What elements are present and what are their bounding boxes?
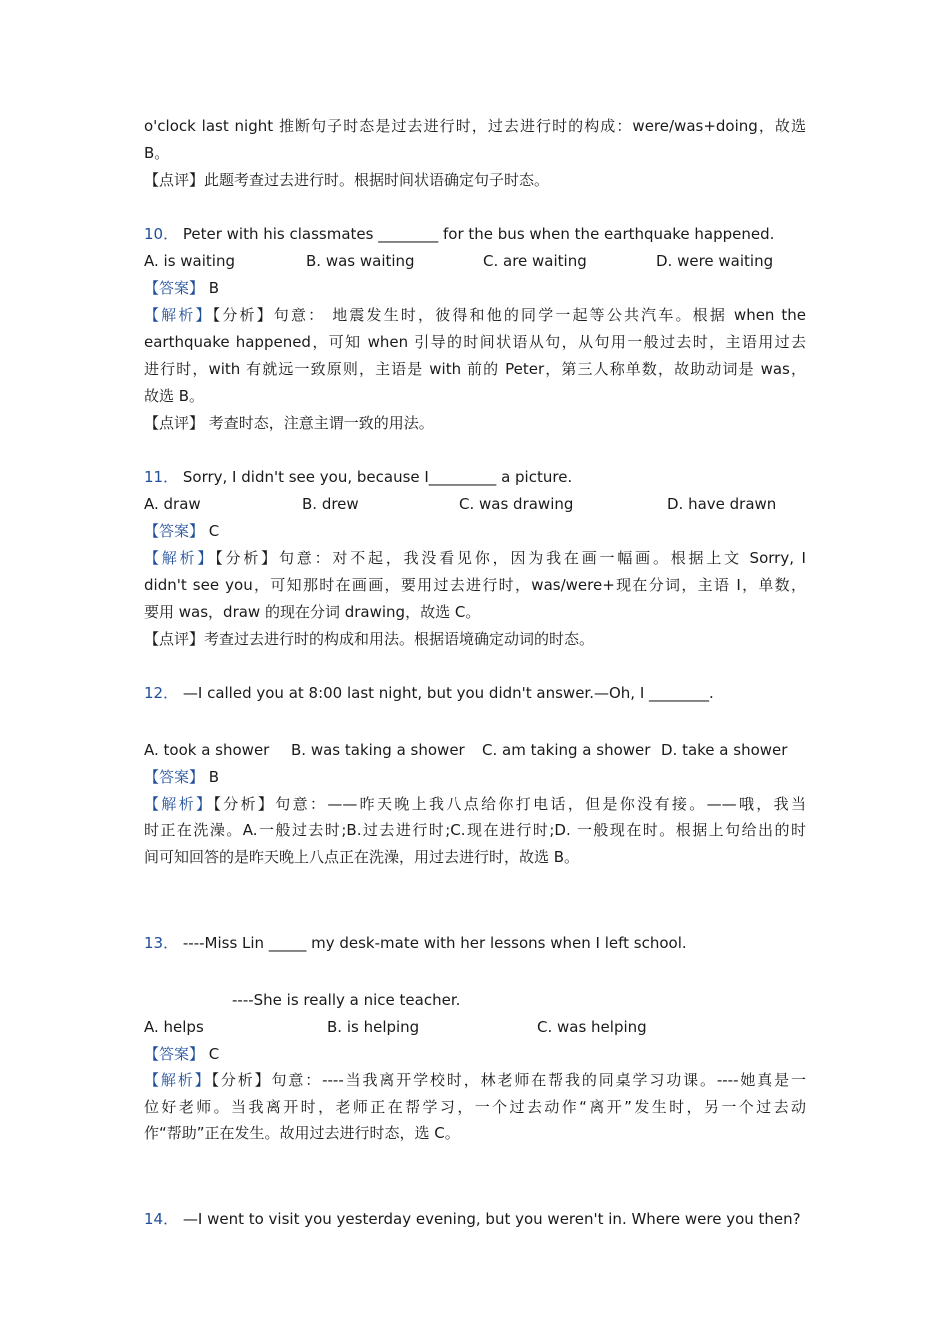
option-c: C. are waiting <box>483 252 587 270</box>
question-stem: Peter with his classmates ________ for the bus when the earthquake happened. <box>182 225 775 243</box>
analysis-line <box>144 1070 806 1090</box>
option-d: D. were waiting <box>656 252 774 270</box>
answer-tag: 【答案】 <box>144 768 205 786</box>
answer-tag: 【答案】 <box>144 279 205 297</box>
answer-line <box>144 1044 219 1064</box>
answer-line <box>144 521 219 541</box>
option-a: A. helps <box>144 1018 204 1036</box>
question-stem: Sorry, I didn't see you, because I_________ a picture. <box>182 468 573 486</box>
question-11 <box>144 467 572 487</box>
option-a: A. is waiting <box>144 252 235 270</box>
question-stem: —I called you at 8:00 last night, but you didn't answer.—Oh, I ________. <box>182 684 714 702</box>
question-stem-reply: ----She is really a nice teacher. <box>232 991 461 1009</box>
question-number: 13． <box>144 934 179 952</box>
text-line: B。 <box>144 144 170 162</box>
question-number: 11． <box>144 468 179 486</box>
analysis-text: 【分析】句意：----当我离开学校时，林老师在帮我的同桌学习功课。----她真是一 <box>211 1071 806 1089</box>
question-stem: ----Miss Lin _____ my desk-mate with her lessons when I left school. <box>182 934 687 952</box>
question-number: 12． <box>144 684 179 702</box>
analysis-line: didn't see you，可知那时在画画，要用过去进行时，was/were+现在分词，主语 I，单数， <box>144 576 806 594</box>
analysis-line: 故选 B。 <box>144 387 205 405</box>
analysis-text: 【分析】句意：——昨天晚上我八点给你打电话，但是你没有接。——哦，我当 <box>213 795 806 813</box>
option-b: B. is helping <box>327 1018 420 1036</box>
question-12 <box>144 683 714 703</box>
analysis-tag: 【解析】 <box>144 549 216 567</box>
analysis-line: 时正在洗澡。A.一般过去时;B.过去进行时;C.现在进行时;D. 一般现在时。根据上句给出的时 <box>144 821 806 839</box>
answer-value: C <box>208 522 220 540</box>
analysis-line <box>144 305 806 325</box>
option-b: B. was waiting <box>306 252 415 270</box>
analysis-tag: 【解析】 <box>144 795 214 813</box>
option-b: B. drew <box>302 495 359 513</box>
text-line: o'clock last night 推断句子时态是过去进行时，过去进行时的构成：were/was+doing，故选 <box>144 117 806 135</box>
answer-value: B <box>208 768 220 786</box>
question-number: 10． <box>144 225 179 243</box>
review-line: 【点评】考查过去进行时的构成和用法。根据语境确定动词的时态。 <box>144 630 595 648</box>
answer-value: C <box>208 1045 220 1063</box>
option-a: A. took a shower <box>144 741 270 759</box>
analysis-line: 作“帮助”正在发生。故用过去进行时态，选 C。 <box>144 1124 460 1142</box>
question-13 <box>144 933 687 953</box>
option-c: C. was helping <box>537 1018 647 1036</box>
analysis-line <box>144 548 806 568</box>
answer-line <box>144 278 219 298</box>
analysis-text: 【分析】句意： 地震发生时，彼得和他的同学一起等公共汽车。根据 when the <box>212 306 806 324</box>
review-line: 【点评】 考查时态，注意主谓一致的用法。 <box>144 414 434 432</box>
option-a: A. draw <box>144 495 201 513</box>
answer-tag: 【答案】 <box>144 1045 205 1063</box>
question-14 <box>144 1209 801 1229</box>
option-d: D. take a shower <box>661 741 788 759</box>
analysis-line: 进行时，with 有就远一致原则，主语是 with 前的 Peter，第三人称单数，故助动词是 was， <box>144 360 806 378</box>
option-b: B. was taking a shower <box>291 741 465 759</box>
analysis-text: 【分析】句意：对不起，我没看见你，因为我在画一幅画。根据上文 Sorry, I <box>215 549 806 567</box>
option-c: C. was drawing <box>459 495 574 513</box>
question-stem: —I went to visit you yesterday evening, but you weren't in. Where were you then? <box>182 1210 801 1228</box>
answer-value: B <box>208 279 220 297</box>
question-number: 14． <box>144 1210 179 1228</box>
analysis-tag: 【解析】 <box>144 1071 212 1089</box>
analysis-line: 要用 was，draw 的现在分词 drawing，故选 C。 <box>144 603 481 621</box>
answer-tag: 【答案】 <box>144 522 205 540</box>
analysis-line: earthquake happened，可知 when 引导的时间状语从句，从句用一般过去时，主语用过去 <box>144 333 806 351</box>
analysis-line: 位好老师。当我离开时，老师正在帮学习，一个过去动作“离开”发生时，另一个过去动 <box>144 1098 806 1116</box>
option-d: D. have drawn <box>667 495 777 513</box>
analysis-tag: 【解析】 <box>144 306 213 324</box>
option-c: C. am taking a shower <box>482 741 651 759</box>
analysis-line <box>144 794 806 814</box>
review-line: 【点评】此题考查过去进行时。根据时间状语确定句子时态。 <box>144 171 550 189</box>
answer-line <box>144 767 219 787</box>
analysis-line: 间可知回答的是昨天晚上八点正在洗澡，用过去进行时，故选 B。 <box>144 848 580 866</box>
question-10 <box>144 224 774 244</box>
